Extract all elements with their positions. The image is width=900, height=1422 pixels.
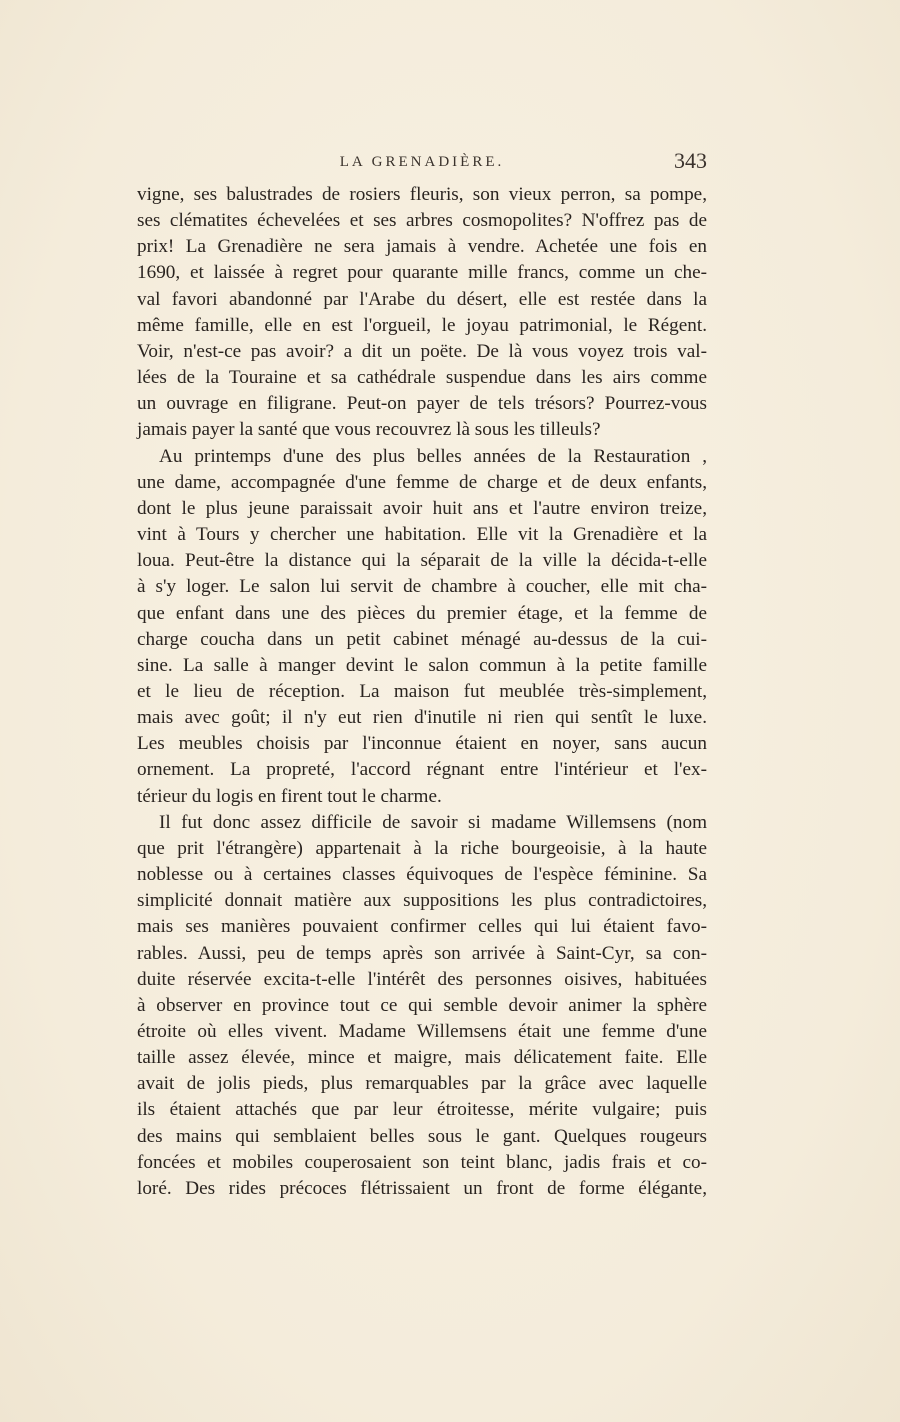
body-text (137, 182, 707, 1202)
paragraph-2 (137, 444, 707, 784)
text-line: ses clématites échevelées et ses arbres cosmopolites? N'offrez pas de (137, 210, 707, 232)
text-line: simplicité donnait matière aux suppositions les plus contradictoires, (137, 890, 707, 912)
text-line: un ouvrage en filigrane. Peut-on payer de tels trésors? Pourrez-vous (137, 393, 707, 415)
text-line: et le lieu de réception. La maison fut meublée très-simplement, (137, 680, 707, 702)
text-line: sine. La salle à manger devint le salon commun à la petite famille (137, 654, 707, 676)
text-line: que prit l'étrangère) appartenait à la riche bourgeoisie, à la haute (137, 837, 707, 859)
text-line: rables. Aussi, peu de temps après son arrivée à Saint-Cyr, sa con- (137, 942, 707, 964)
text-line: val favori abandonné par l'Arabe du désert, elle est restée dans la (137, 288, 707, 310)
text-line: vigne, ses balustrades de rosiers fleuris, son vieux perron, sa pompe, (137, 184, 707, 205)
text-line: étroite où elles vivent. Madame Willemsens était une femme d'une (137, 1021, 707, 1042)
text-line: Il fut donc assez difficile de savoir si madame Willemsens (nom (159, 811, 707, 833)
text-line: noblesse ou à certaines classes équivoques de l'espèce féminine. Sa (137, 864, 707, 886)
text-line: une dame, accompagnée d'une femme de charge et de deux enfants, (137, 471, 707, 493)
paragraph-2-end (137, 784, 707, 810)
text-line: ornement. La propreté, l'accord régnant entre l'intérieur et l'ex- (137, 759, 707, 781)
text-line: taille assez élevée, mince et maigre, mais délicatement faite. Elle (137, 1047, 707, 1069)
text-line: Les meubles choisis par l'inconnue étaient en noyer, sans aucun (137, 733, 707, 755)
page-header (137, 148, 707, 178)
text-line: 1690, et laissée à regret pour quarante mille francs, comme un che- (137, 262, 707, 284)
text-line: ils étaient attachés que par leur étroitesse, mérite vulgaire; puis (137, 1099, 707, 1121)
text-line: Au printemps d'une des plus belles années de la Restauration , (159, 445, 707, 467)
paragraph-1 (137, 182, 707, 417)
text-line: que enfant dans une des pièces du premier étage, et la femme de (137, 602, 707, 624)
text-line: mais avec goût; il n'y eut rien d'inutile ni rien qui sentît le luxe. (137, 707, 707, 729)
page-number: 343 (674, 148, 707, 173)
text-line: térieur du logis en firent tout le charme. (137, 785, 442, 807)
paragraph-1-end (137, 417, 707, 443)
text-line: prix! La Grenadière ne sera jamais à vendre. Achetée une fois en (137, 236, 707, 258)
text-line: duite réservée excita-t-elle l'intérêt des personnes oisives, habituées (137, 968, 707, 990)
text-line: loré. Des rides précoces flétrissaient un front de forme élégante, (137, 1177, 707, 1199)
text-line: avait de jolis pieds, plus remarquables par la grâce avec laquelle (137, 1073, 707, 1095)
text-line: à observer en province tout ce qui semble devoir animer la sphère (137, 994, 707, 1016)
text-line: foncées et mobiles couperosaient son teint blanc, jadis frais et co- (137, 1151, 707, 1173)
text-line: même famille, elle en est l'orgueil, le joyau patrimonial, le Régent. (137, 314, 707, 336)
text-line: à s'y loger. Le salon lui servit de chambre à coucher, elle mit cha- (137, 576, 707, 598)
text-line: des mains qui semblaient belles sous le gant. Quelques rougeurs (137, 1125, 707, 1147)
text-line: jamais payer la santé que vous recouvrez là sous les tilleuls? (137, 419, 601, 441)
text-line: Voir, n'est-ce pas avoir? a dit un poëte. De là vous voyez trois val- (137, 340, 707, 362)
text-line: mais ses manières pouvaient confirmer celles qui lui étaient favo- (137, 916, 707, 938)
paragraph-3 (137, 810, 707, 1202)
text-line: dont le plus jeune paraissait avoir huit ans et l'autre environ treize, (137, 497, 707, 519)
text-line: vint à Tours y chercher une habitation. Elle vit la Grenadière et la (137, 524, 707, 546)
text-line: charge coucha dans un petit cabinet ménagé au-dessus de la cui- (137, 628, 707, 650)
text-line: lées de la Touraine et sa cathédrale suspendue dans les airs comme (137, 367, 707, 389)
text-line: loua. Peut-être la distance qui la séparait de la ville la décida-t-elle (137, 550, 707, 572)
running-title: LA GRENADIÈRE. (339, 154, 505, 170)
